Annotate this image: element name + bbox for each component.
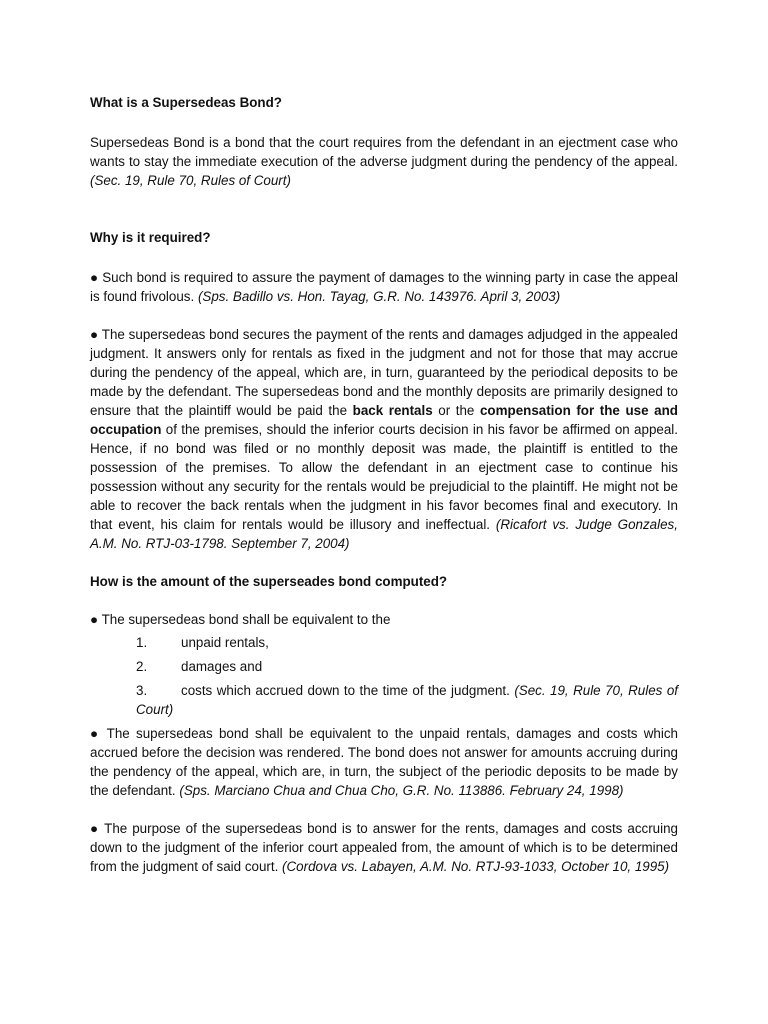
list-item-number: 3. [136,683,148,698]
paragraph-definition [90,133,678,190]
how-2-text: ● The supersedeas bond shall be equivalent to the unpaid rentals, damages and costs which accrued before the decision was rendered. The bond does not answer for amounts accruing during the pendency of the appeal, which are, in turn, the subject of the periodic deposits to be made by the defendant. [90,726,678,798]
why-2-citation: (Ricafort vs. Judge Gonzales, A.M. No. RTJ-03-1798. September 7, 2004) [90,517,678,551]
why-2-text-b: or the [438,403,475,418]
paragraph-why-1 [90,268,678,306]
heading-what-is: What is a Supersedeas Bond? [90,95,282,110]
list-item-citation: (Sec. 19, Rule 70, Rules of Court) [136,683,678,717]
how-3-citation: (Cordova vs. Labayen, A.M. No. RTJ-93-1033, October 10, 1995) [282,859,670,874]
paragraph-why-2 [90,325,678,553]
how-3-text: ● The purpose of the supersedeas bond is to answer for the rents, damages and costs accruing down to the judgment of the inferior court appealed from, the amount of which is to be determined from the judgment of said court. [90,821,678,874]
heading-why-required: Why is it required? [90,230,211,245]
why-2-bold-back-rentals: back rentals [352,403,433,418]
paragraph-how-intro: ● The supersedeas bond shall be equivalent to the [90,612,391,627]
list-item-text: damages and [181,659,263,674]
list-item-number: 1. [136,635,148,650]
list-item-text: unpaid rentals, [181,635,269,650]
list-item-text: costs which accrued down to the time of the judgment. [181,683,510,698]
list-item [90,681,678,719]
computation-list [90,633,678,719]
why-1-citation: (Sps. Badillo vs. Hon. Tayag, G.R. No. 143976. April 3, 2003) [197,289,561,304]
paragraph-how-2 [90,724,678,800]
why-2-text-c: of the premises, should the inferior courts decision in his favor be affirmed on appeal. Hence, if no bond was filed or no monthly deposit was made, the plaintiff is entitled to the possession of the premises. To allow the defendant in an ejectment case to continue his possession without any security for the rentals would be prejudicial to the plaintiff. He might not be able to recover the back rentals when the judgment in his favor becomes final and executory. In that event, his claim for rentals would be illusory and ineffectual. [90,422,678,532]
list-item [90,657,678,676]
how-2-citation: (Sps. Marciano Chua and Chua Cho, G.R. No. 113886. February 24, 1998) [179,783,624,798]
why-2-text-a: ● The supersedeas bond secures the payment of the rents and damages adjudged in the appealed judgment. It answers only for rentals as fixed in the judgment and not for those that may accrue during the pendency of the appeal, which are, in turn, guaranteed by the periodical deposits to be made by the defendant. The supersedeas bond and the monthly deposits are primarily designed to ensure that the plaintiff would be paid the [90,327,678,418]
why-2-bold-compensation: compensation for the use and occupation [90,403,678,437]
definition-citation: (Sec. 19, Rule 70, Rules of Court) [90,173,291,188]
list-item [90,633,678,652]
heading-how-computed: How is the amount of the superseades bond computed? [90,574,448,589]
definition-text: Supersedeas Bond is a bond that the court requires from the defendant in an ejectment case who wants to stay the immediate execution of the adverse judgment during the pendency of the appeal. [90,135,678,169]
list-item-number: 2. [136,659,148,674]
paragraph-how-3 [90,819,678,876]
document-body [90,93,678,876]
why-1-text: ● Such bond is required to assure the payment of damages to the winning party in case the appeal is found frivolous. [90,270,678,304]
